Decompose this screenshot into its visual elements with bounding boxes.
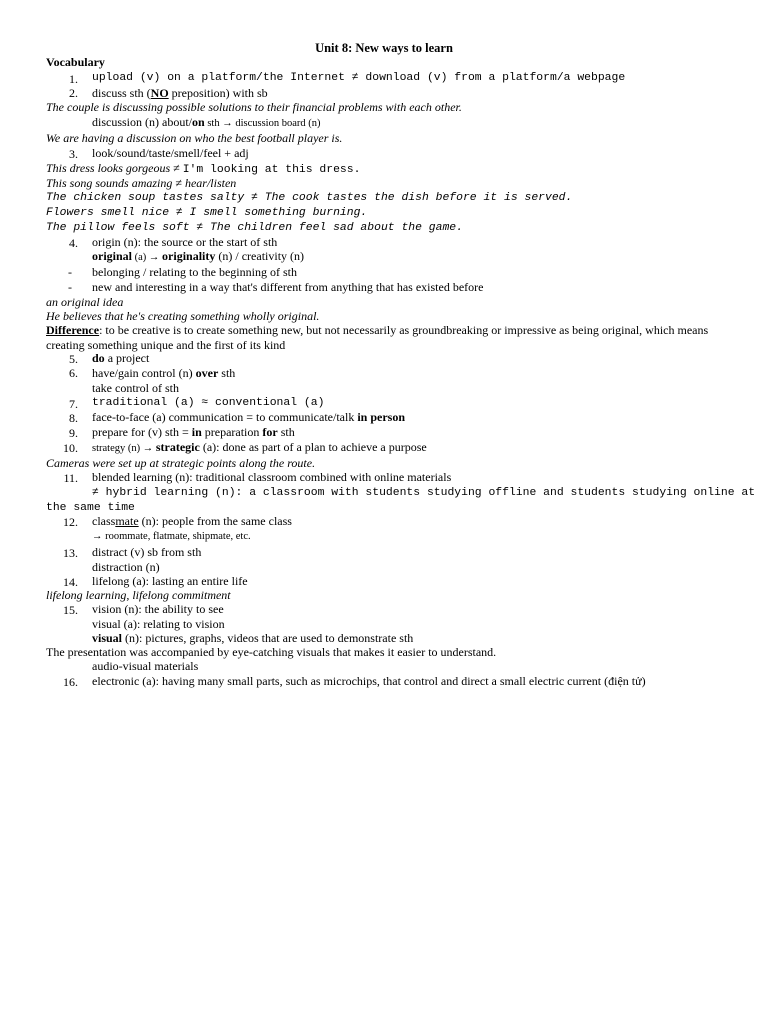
page-title: Unit 8: New ways to learn [315,41,453,55]
example-sentence: This dress looks gorgeous ≠ I'm looking at this dress. [46,161,361,176]
item-number: 2. [69,86,78,100]
dash-bullet: - [68,280,72,294]
example-sentence: Cameras were set up at strategic points along the route. [46,456,316,470]
example-sentence: This song sounds amazing ≠ hear/listen [46,176,237,190]
item-4-derivatives: original (a) → originality (n) / creativity (n) [92,249,305,263]
definition: new and interesting in a way that's different from anything that has existed before [92,280,484,294]
example-phrase: lifelong learning, lifelong commitment [46,588,231,602]
item-number: 10. [63,441,78,455]
item-number: 6. [69,366,78,380]
item-11-text: blended learning (n): traditional classroom combined with online materials [92,470,452,484]
item-8-text: face-to-face (a) communication = to communicate/talk in person [92,410,405,424]
item-14-text: lifelong (a): lasting an entire life [92,574,248,588]
item-number: 7. [69,397,78,411]
item-1-text: upload (v) on a platform/the Internet ≠ download (v) from a platform/a webpage [92,72,626,84]
item-5-text: do a project [92,351,150,365]
example-sentence: The couple is discussing possible solutions to their financial problems with each other. [46,100,462,114]
example-sentence: The chicken soup tastes salty ≠ The cook tastes the dish before it is served. [46,192,573,204]
item-number: 15. [63,603,78,617]
example-sentence: He believes that he's creating something wholly original. [46,309,320,323]
item-16-text: electronic (a): having many small parts, such as microchips, that control and direct a small electric current (điện tử) [92,674,646,688]
item-2-derivative: discussion (n) about/on sth → discussion board (n) [92,115,321,129]
item-number: 9. [69,426,78,440]
item-2-text: discuss sth (NO preposition) with sb [92,86,268,100]
item-6-text: have/gain control (n) over sth [92,366,236,380]
item-3-text: look/sound/taste/smell/feel + adj [92,146,249,160]
item-number: 12. [63,515,78,529]
item-number: 11. [63,471,78,485]
item-number: 14. [63,575,78,589]
example-sentence: The pillow feels soft ≠ The children feel sad about the game. [46,222,463,234]
item-6-alt: take control of sth [92,381,179,395]
item-number: 13. [63,546,78,560]
item-7-text: traditional (a) ≈ conventional (a) [92,397,325,409]
item-number: 4. [69,236,78,250]
item-4-text: origin (n): the source or the start of sth [92,235,278,249]
item-11-contrast: ≠ hybrid learning (n): a classroom with students studying offline and students studying online at [92,487,756,499]
item-15-text: vision (n): the ability to see [92,602,224,616]
example-sentence: We are having a discussion on who the best football player is. [46,131,343,145]
example-sentence: Flowers smell nice ≠ I smell something burning. [46,207,368,219]
item-12-examples: → roommate, flatmate, shipmate, etc. [92,531,251,542]
item-15-phrase: audio-visual materials [92,659,199,673]
item-13-noun: distraction (n) [92,560,160,574]
item-number: 8. [69,411,78,425]
item-13-text: distract (v) sb from sth [92,545,202,559]
difference-note: Difference: to be creative is to create something new, but not necessarily as groundbreaking or impressive as being original, which means creating something unique and the first of its kind [46,323,709,352]
definition: belonging / relating to the beginning of sth [92,265,297,279]
item-12-text: classmate (n): people from the same class [92,514,292,528]
item-15-noun: visual (n): pictures, graphs, videos that are used to demonstrate sth [92,631,414,645]
item-9-text: prepare for (v) sth = in preparation for sth [92,425,295,439]
vocabulary-heading: Vocabulary [46,55,105,69]
dash-bullet: - [68,265,72,279]
item-number: 16. [63,675,78,689]
item-number: 3. [69,147,78,161]
example-sentence: The presentation was accompanied by eye-catching visuals that makes it easier to understand. [46,645,497,659]
item-10-text: strategy (n) → strategic (a): done as part of a plan to achieve a purpose [92,440,427,454]
item-11-contrast-cont: the same time [46,502,135,514]
item-number: 1. [69,72,78,86]
item-number: 5. [69,352,78,366]
item-15-adj: visual (a): relating to vision [92,617,225,631]
example-phrase: an original idea [46,295,124,309]
